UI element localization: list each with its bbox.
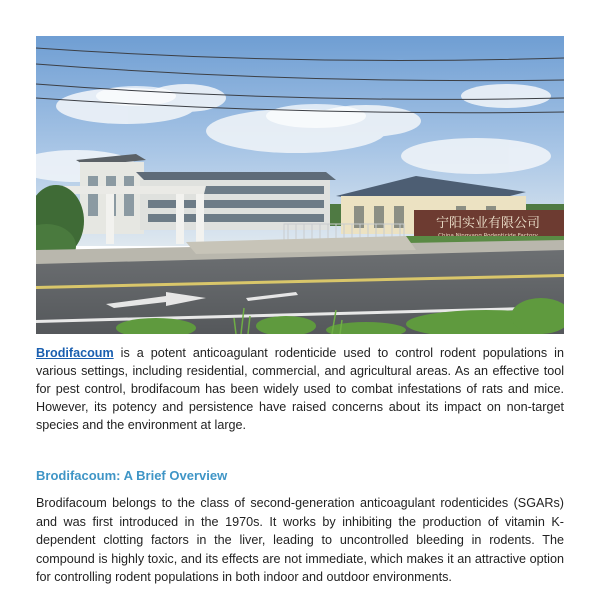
overview-paragraph: Brodifacoum belongs to the class of second-generation anticoagulant rodenticides (SGARs) and was first introduced in the 1970s. It works by inhibiting the production of vitamin K-dependent clotting factors in the liver, leading to uncontrolled bleeding in rodents. The compound is highly toxic, and its effects are not immediate, which makes it an attractive option for controlling rodent populations in both indoor and outdoor environments. [36,496,564,585]
intro-text: is a potent anticoagulant rodenticide used to control rodent populations in various settings, including residential, commercial, and agricultural areas. As an effective tool for pest control, brodifacoum has been widely used to combat infestations of rats and mice. However, its potency and persistence have raised concerns about its impact on non-target species and the environment at large. [36,346,564,432]
sign-chinese-text: 宁阳实业有限公司 [435,216,541,231]
section-heading: Brodifacoum: A Brief Overview [36,468,228,483]
intro-paragraph [36,344,564,434]
factory-photo [36,36,564,334]
brodifacoum-link[interactable]: Brodifacoum [36,346,114,360]
